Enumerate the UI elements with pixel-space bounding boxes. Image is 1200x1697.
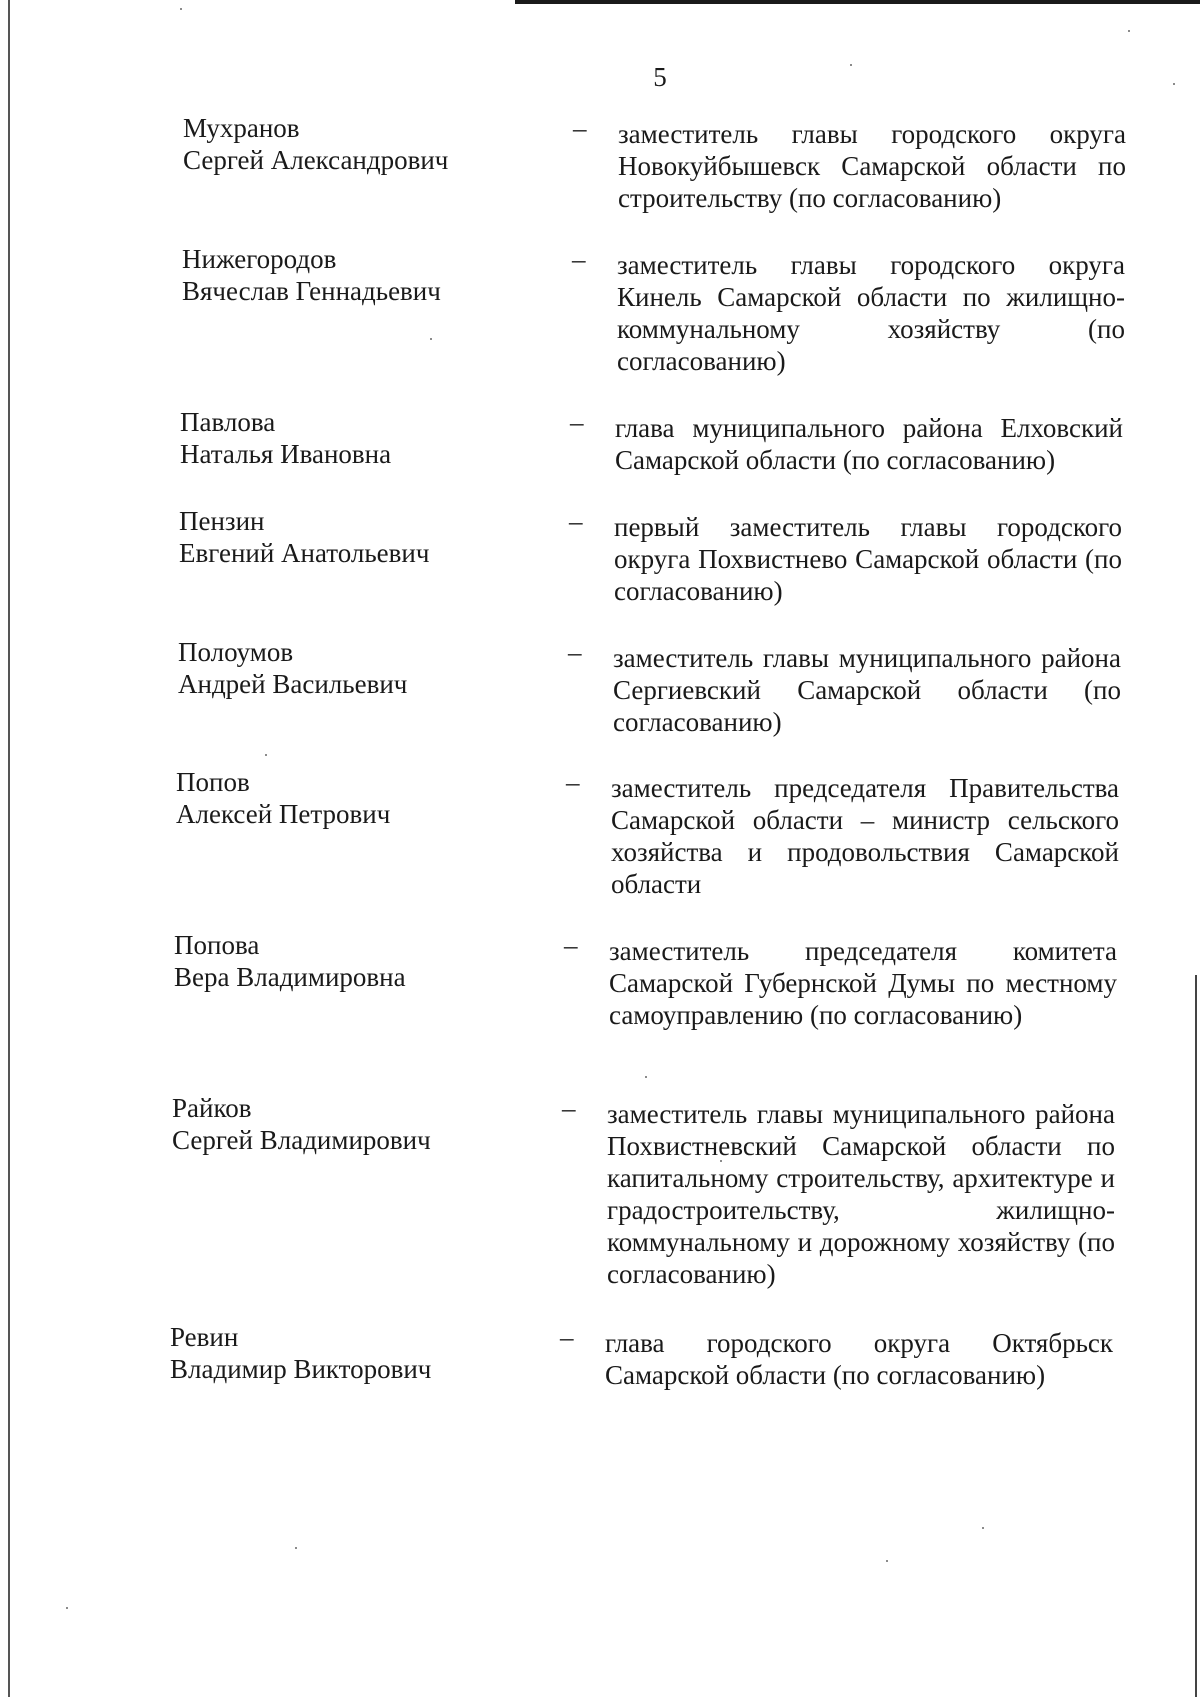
separator-dash: –: [564, 930, 578, 960]
surname: Райков: [172, 1093, 252, 1123]
scan-top-rule: [515, 0, 1200, 4]
separator-dash: –: [568, 637, 582, 667]
separator-dash: –: [560, 1322, 574, 1352]
surname: Попов: [176, 767, 250, 797]
person-name: [176, 766, 496, 830]
scan-speck: [850, 64, 852, 66]
person-name: [172, 1092, 492, 1156]
person-name: [183, 112, 503, 176]
person-name: [174, 929, 494, 993]
position-description: глава муниципального района Елховский Самарской области (по согласованию): [615, 413, 1123, 475]
position-description: заместитель главы городского округа Кинель Самарской области по жилищно-коммунальному хозяйству (по согласованию): [617, 250, 1125, 376]
scan-speck: [295, 1547, 297, 1549]
list-item: [182, 243, 1132, 393]
person-name: [180, 406, 500, 470]
scan-speck: [66, 1607, 68, 1609]
person-name: [178, 636, 498, 700]
position-description: заместитель главы муниципального района Сергиевский Самарской области (по согласованию): [613, 643, 1121, 737]
separator-dash: –: [572, 244, 586, 274]
separator-dash: –: [570, 407, 584, 437]
scan-speck: [1173, 83, 1175, 85]
surname: Пензин: [179, 506, 265, 536]
scan-right-edge: [1195, 975, 1197, 1697]
list-item: [170, 1321, 1120, 1471]
given-names: Владимир Викторович: [170, 1354, 432, 1384]
given-names: Сергей Владимирович: [172, 1125, 431, 1155]
given-names: Вера Владимировна: [174, 962, 406, 992]
page-number: 5: [653, 62, 667, 92]
person-name: [170, 1321, 490, 1385]
separator-dash: –: [573, 113, 587, 143]
list-item: [179, 505, 1129, 655]
surname: Ревин: [170, 1322, 239, 1352]
separator-dash: –: [562, 1093, 576, 1123]
list-item: [176, 766, 1126, 916]
scan-left-edge: [8, 0, 10, 1697]
surname: Павлова: [180, 407, 276, 437]
surname: Мухранов: [183, 113, 300, 143]
given-names: Наталья Ивановна: [180, 439, 392, 469]
list-item: [178, 636, 1128, 786]
position-description: заместитель председателя Правительства Самарской области – министр сельского хозяйства и продовольствия Самарской области: [611, 773, 1119, 899]
list-item: [174, 929, 1124, 1079]
given-names: Евгений Анатольевич: [179, 538, 430, 568]
given-names: Алексей Петрович: [176, 799, 391, 829]
position-description: глава городского округа Октябрьск Самарской области (по согласованию): [605, 1328, 1113, 1390]
given-names: Вячеслав Геннадьевич: [182, 276, 441, 306]
scan-speck: [1128, 30, 1130, 32]
position-description: первый заместитель главы городского округа Похвистнево Самарской области (по согласованию): [614, 512, 1122, 606]
scan-speck: [180, 8, 182, 10]
separator-dash: –: [569, 506, 583, 536]
given-names: Сергей Александрович: [183, 145, 449, 175]
scan-speck: [982, 1527, 984, 1529]
scan-speck: [886, 1560, 888, 1562]
person-name: [182, 243, 502, 307]
person-name: [179, 505, 499, 569]
position-description: заместитель председателя комитета Самарской Губернской Думы по местному самоуправлению (по согласованию): [609, 936, 1117, 1030]
surname: Попова: [174, 930, 260, 960]
list-item: [183, 112, 1133, 262]
surname: Полоумов: [178, 637, 294, 667]
given-names: Андрей Васильевич: [178, 669, 408, 699]
position-description: заместитель главы муниципального района Похвистневский Самарской области по капитальному строительству, архитектуре и градостроительству, жилищно-коммунальному и дорожному хозяйству (по согласованию): [607, 1099, 1115, 1289]
list-item: [172, 1092, 1122, 1289]
position-description: заместитель главы городского округа Новокуйбышевск Самарской области по строительству (по согласованию): [618, 119, 1126, 213]
separator-dash: –: [566, 767, 580, 797]
surname: Нижегородов: [182, 244, 337, 274]
